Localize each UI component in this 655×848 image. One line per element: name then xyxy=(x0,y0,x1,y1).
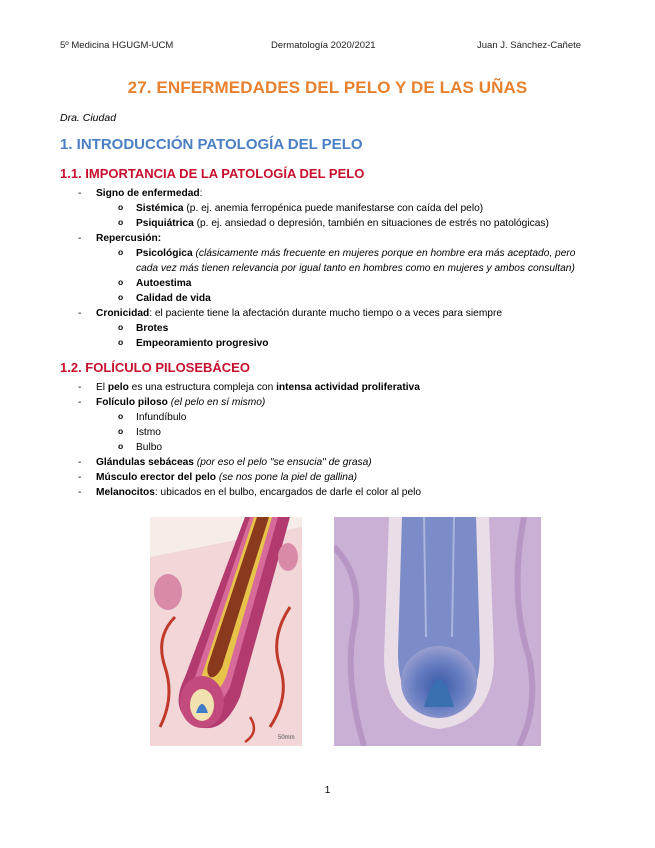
header-left: 5º Medicina HGUGM-UCM xyxy=(60,40,174,51)
histology-photo xyxy=(334,517,541,746)
list-item: o Psiquiátrica (p. ej. ansiedad o depresión, también en situaciones de estrés no patológicas) xyxy=(60,216,620,231)
list-item: - Folículo piloso (el pelo en sí mismo) xyxy=(60,395,620,410)
section-1-2-heading: 1.2. FOLÍCULO PILOSEBÁCEO xyxy=(60,360,250,375)
page-title: 27. ENFERMEDADES DEL PELO Y DE LAS UÑAS xyxy=(127,78,528,97)
list-item: o Sistémica (p. ej. anemia ferropénica puede manifestarse con caída del pelo) xyxy=(60,201,620,216)
list-item: - Músculo erector del pelo (se nos pone la piel de gallina) xyxy=(60,470,620,485)
hair-follicle-illustration xyxy=(150,517,302,746)
list-item: - Melanocitos: ubicados en el bulbo, encargados de darle el color al pelo xyxy=(60,485,620,500)
importance-list xyxy=(60,186,620,351)
follicle-list xyxy=(60,380,620,500)
list-item: - Glándulas sebáceas (por eso el pelo "se ensucia" de grasa) xyxy=(60,455,620,470)
list-item: o Calidad de vida xyxy=(60,291,620,306)
list-item: - Signo de enfermedad: xyxy=(60,186,620,201)
list-item: o Empeoramiento progresivo xyxy=(60,336,620,351)
section-1-heading: 1. INTRODUCCIÓN PATOLOGÍA DEL PELO xyxy=(60,136,363,153)
author: Dra. Ciudad xyxy=(60,112,117,124)
list-item: o Infundíbulo xyxy=(60,410,620,425)
list-item: o Bulbo xyxy=(60,440,620,455)
page-number: 1 xyxy=(324,785,331,796)
histology-drawing xyxy=(334,517,541,746)
header-center: Dermatología 2020/2021 xyxy=(271,40,376,51)
list-item: - Cronicidad: el paciente tiene la afectación durante mucho tiempo o a veces para siempre xyxy=(60,306,620,321)
list-item: - El pelo es una estructura compleja con intensa actividad proliferativa xyxy=(60,380,620,395)
section-1-1-heading: 1.1. IMPORTANCIA DE LA PATOLOGÍA DEL PELO xyxy=(60,166,365,181)
list-item: o Brotes xyxy=(60,321,620,336)
follicle-drawing xyxy=(150,517,302,746)
list-item: o Autoestima xyxy=(60,276,620,291)
header-right: Juan J. Sánchez-Cañete xyxy=(477,40,582,51)
list-item: o Psicológica (clásicamente más frecuente en mujeres porque en hombre era más aceptado, pero cada vez más tienen relevancia por igual tanto en hombres como en mujeres y ambos consultan) xyxy=(60,246,620,276)
scale-label: 50mm xyxy=(278,735,295,741)
list-item: - Repercusión: xyxy=(60,231,620,246)
list-item: o Istmo xyxy=(60,425,620,440)
